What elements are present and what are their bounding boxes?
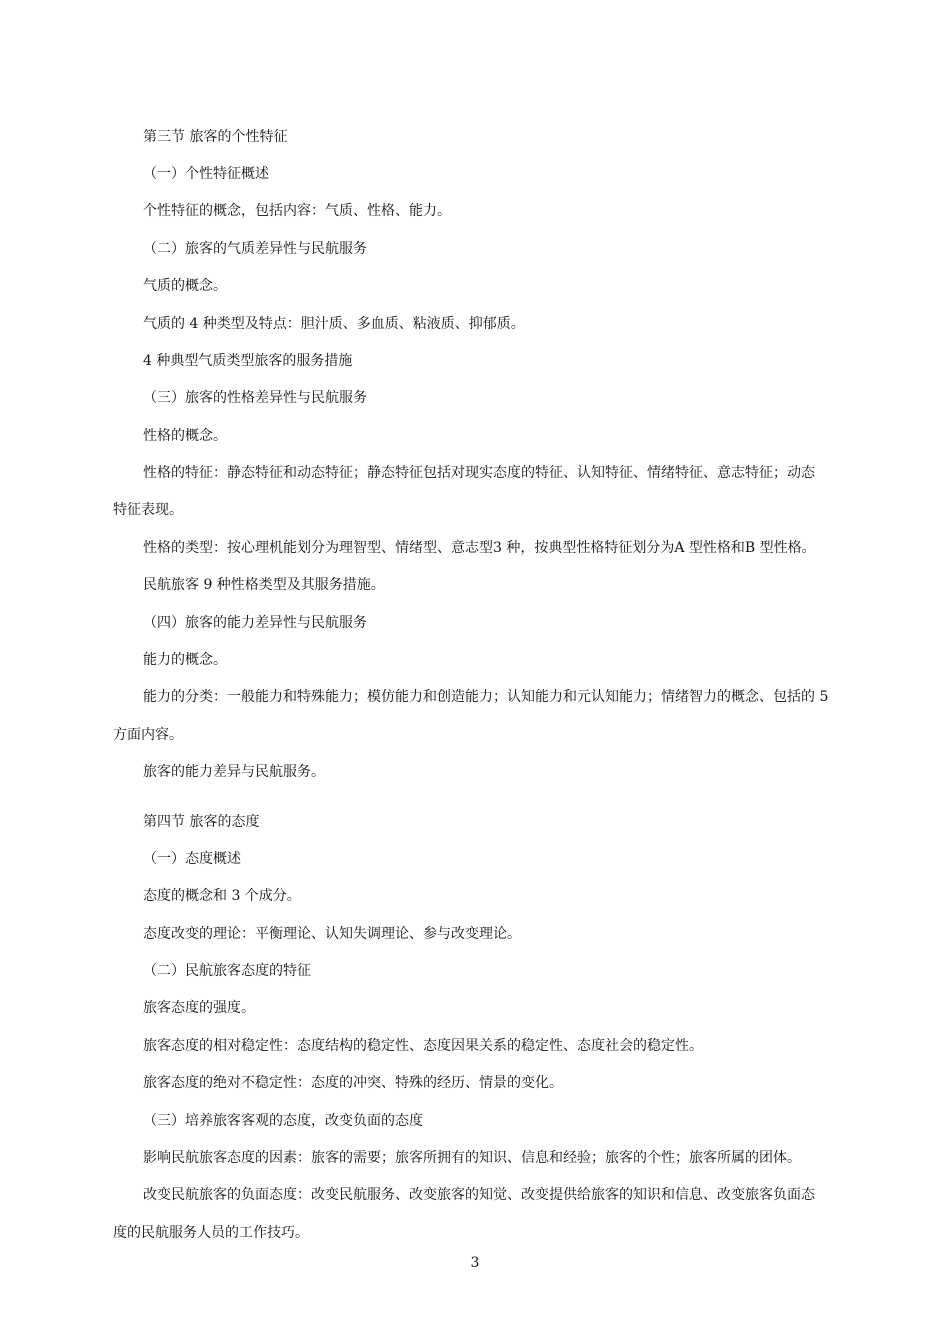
paragraph-continuation-line: 度的民航服务人员的工作技巧。 [113,1225,309,1241]
paragraph-line: 性格的特征：静态特征和动态特征；静态特征包括对现实态度的特征、认知特征、情绪特征、意志特征；动态 [143,465,815,481]
paragraph-line: 旅客态度的强度。 [143,1000,255,1016]
paragraph-line: 态度的概念和 3 个成分。 [143,888,301,904]
paragraph-line: 气质的 4 种类型及特点：胆汁质、多血质、粘液质、抑郁质。 [143,316,525,332]
page-number: 3 [470,1255,480,1271]
paragraph-line: 4 种典型气质类型旅客的服务措施 [143,353,353,369]
paragraph-line: 个性特征的概念，包括内容：气质、性格、能力。 [143,203,451,219]
subsection-heading: （二）民航旅客态度的特征 [143,963,311,979]
paragraph-line: 影响民航旅客态度的因素：旅客的需要；旅客所拥有的知识、信息和经验；旅客的个性；旅客所属的团体。 [143,1150,801,1166]
paragraph-line: 旅客态度的绝对不稳定性：态度的冲突、特殊的经历、情景的变化。 [143,1075,563,1091]
paragraph-line: 能力的分类：一般能力和特殊能力；模仿能力和创造能力；认知能力和元认知能力；情绪智力的概念、包括的 5 [143,689,829,705]
paragraph-line: 民航旅客 9 种性格类型及其服务措施。 [143,577,385,593]
subsection-heading: （一）个性特征概述 [143,166,269,182]
paragraph-line: 能力的概念。 [143,652,227,668]
subsection-heading: （三）培养旅客客观的态度，改变负面的态度 [143,1113,423,1129]
paragraph-line: 旅客的能力差异与民航服务。 [143,764,325,780]
section-heading: 第四节 旅客的态度 [143,814,260,830]
section-heading: 第三节 旅客的个性特征 [143,129,288,145]
paragraph-line: 改变民航旅客的负面态度：改变民航服务、改变旅客的知觉、改变提供给旅客的知识和信息、改变旅客负面态 [143,1187,815,1203]
subsection-heading: （三）旅客的性格差异性与民航服务 [143,390,367,406]
subsection-heading: （四）旅客的能力差异性与民航服务 [143,615,367,631]
paragraph-line: 性格的概念。 [143,428,227,444]
paragraph-continuation-line: 方面内容。 [113,727,183,743]
paragraph-line: 性格的类型：按心理机能划分为理智型、情绪型、意志型3 种，按典型性格特征划分为A 型性格和B 型性格。 [143,540,816,556]
subsection-heading: （二）旅客的气质差异性与民航服务 [143,241,367,257]
paragraph-line: 态度改变的理论：平衡理论、认知失调理论、参与改变理论。 [143,926,521,942]
paragraph-continuation-line: 特征表现。 [113,502,183,518]
paragraph-line: 旅客态度的相对稳定性：态度结构的稳定性、态度因果关系的稳定性、态度社会的稳定性。 [143,1038,703,1054]
subsection-heading: （一）态度概述 [143,851,241,867]
paragraph-line: 气质的概念。 [143,278,227,294]
